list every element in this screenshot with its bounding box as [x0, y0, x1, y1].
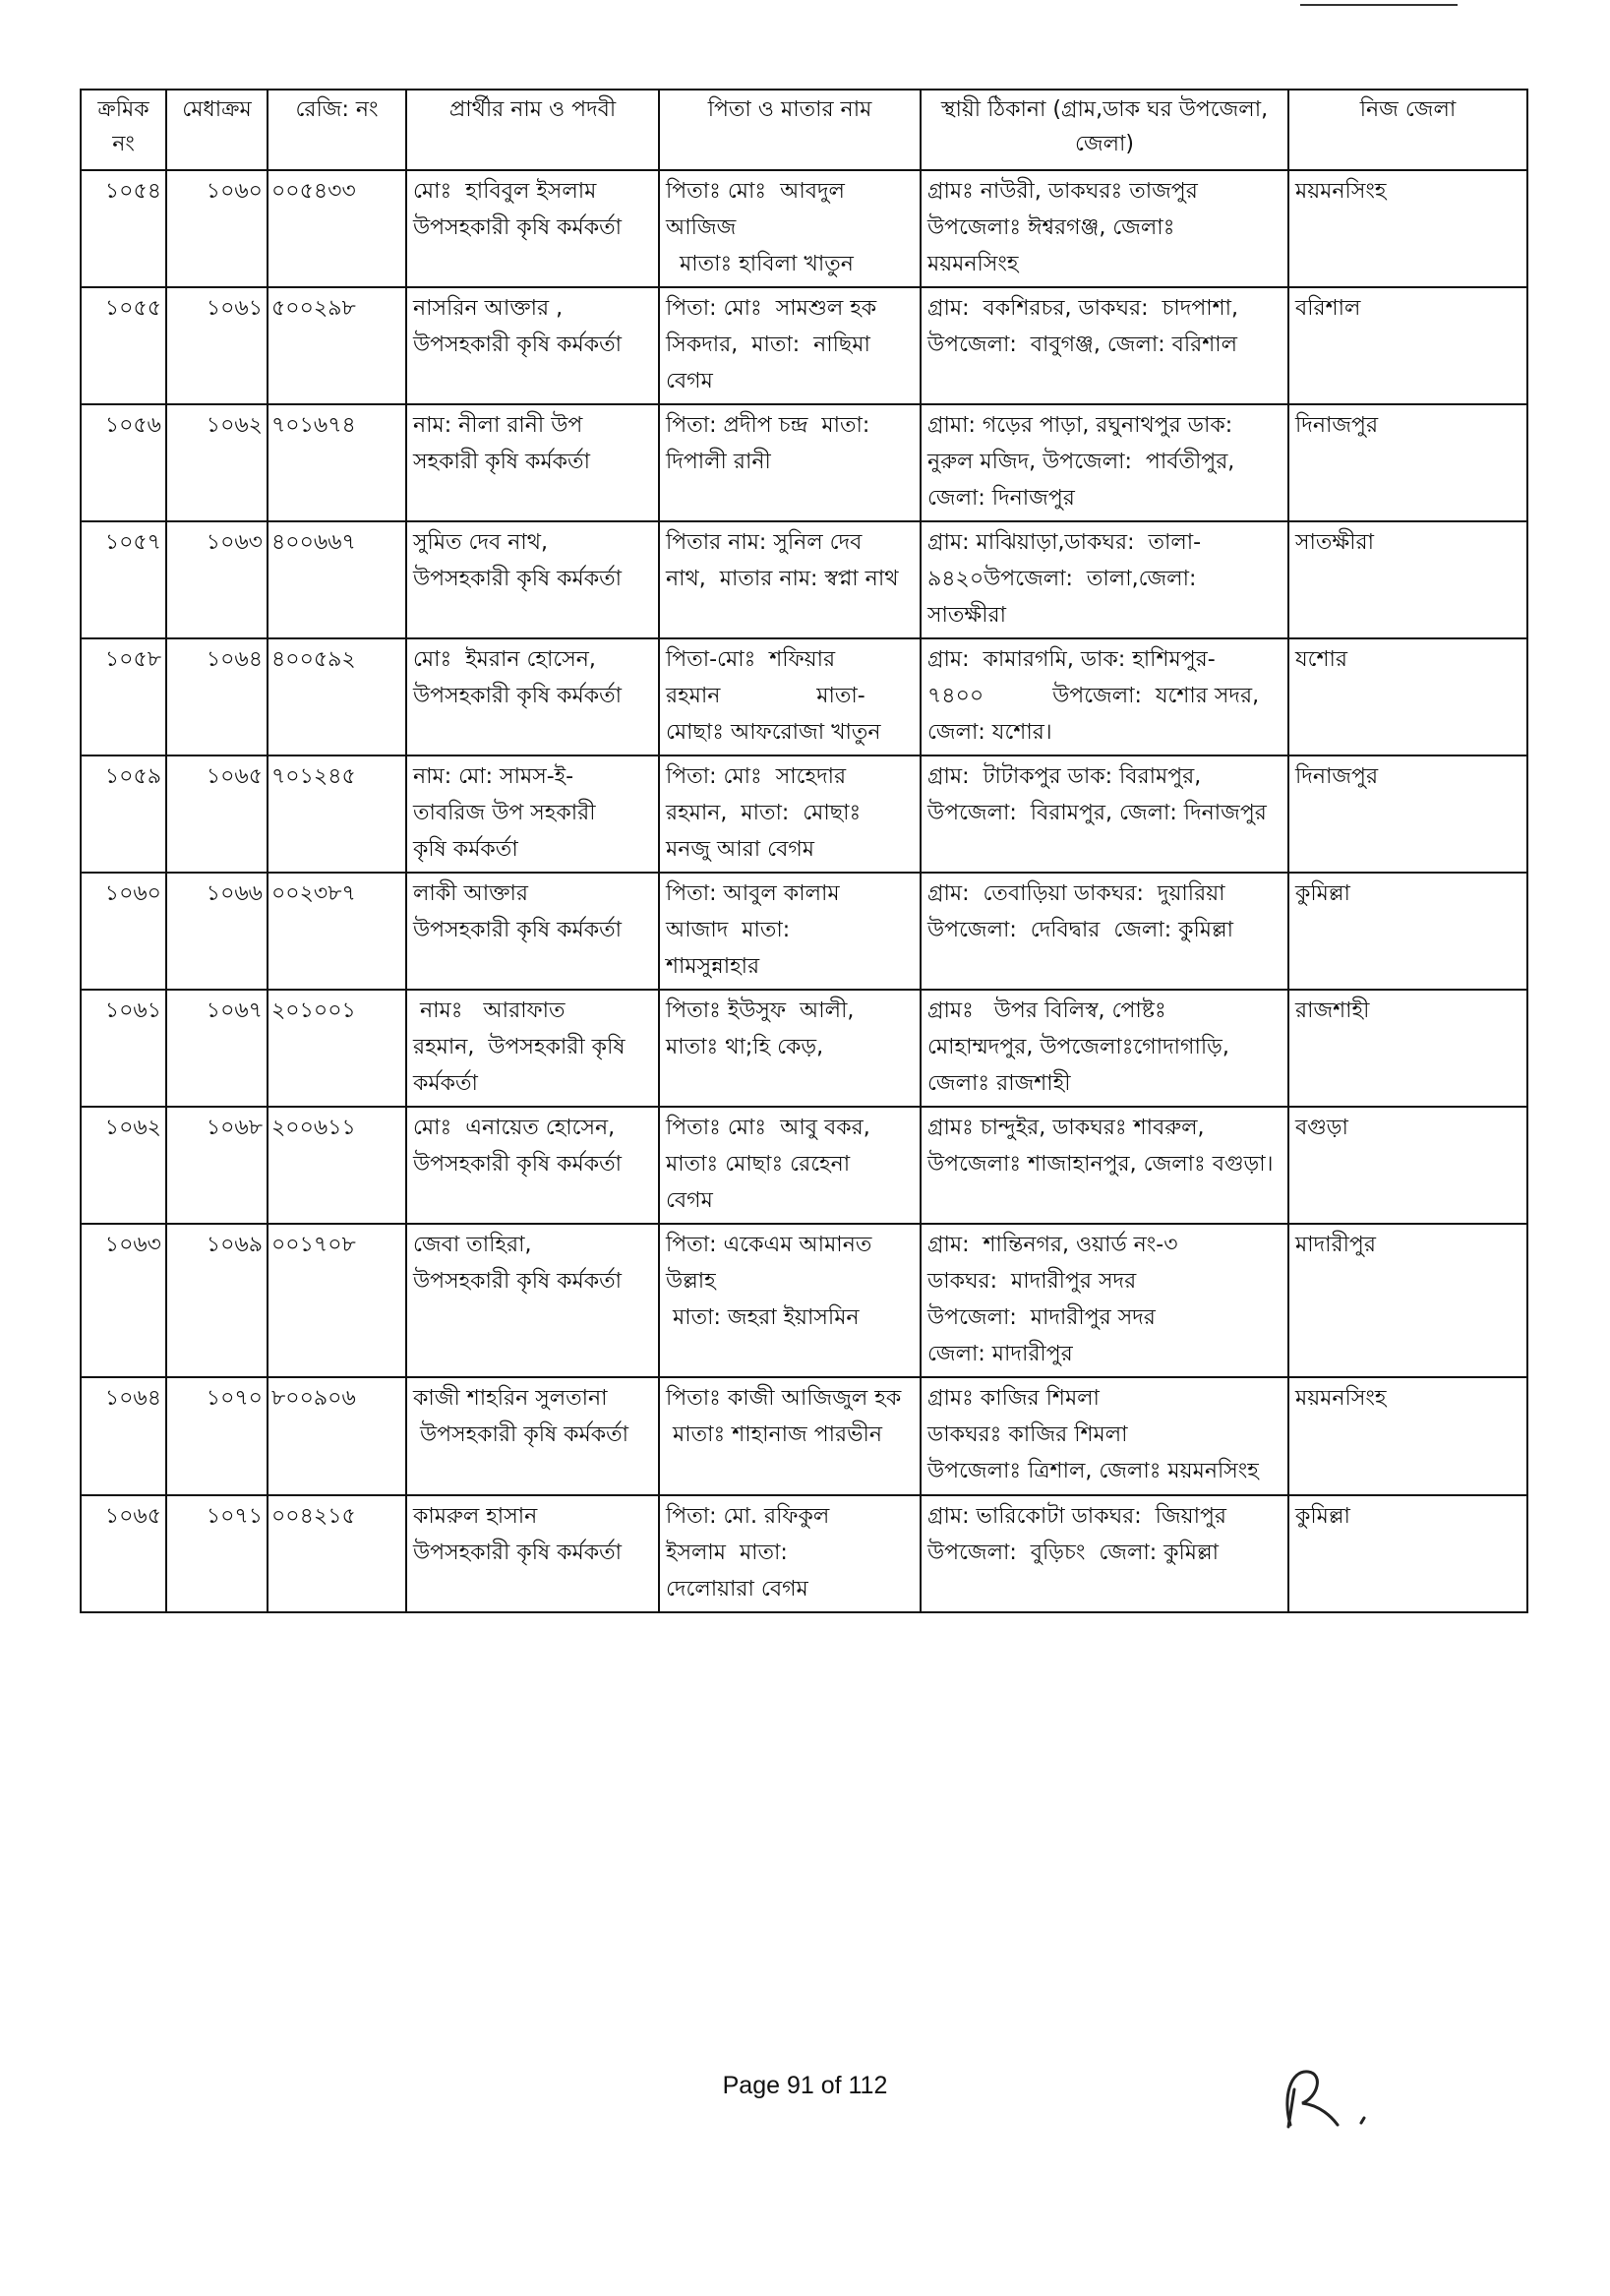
merit-cell: ১০৬৯ — [166, 1224, 268, 1377]
merit-cell: ১০৬৩ — [166, 521, 268, 638]
address-cell-line: জেলা: দিনাজপুর — [927, 486, 1075, 511]
address-cell-line: ৯৪২০উপজেলা: তালা,জেলা: — [927, 567, 1197, 591]
registration-cell: ০০২৩৮৭ — [268, 873, 406, 990]
name-cell — [406, 755, 659, 873]
table-row — [81, 170, 1527, 287]
parents-cell-line: রহমান মাতা- — [666, 684, 865, 708]
address-cell-line: গ্রাম: ভারিকোটা ডাকঘর: জিয়াপুর — [927, 1504, 1227, 1529]
address-cell-line: ডাকঘর: মাদারীপুর সদর — [927, 1269, 1137, 1294]
merit-cell: ১০৬৫ — [166, 755, 268, 873]
parents-cell-line: পিতা: মোঃ সাহেদার — [666, 764, 847, 789]
address-cell-line: উপজেলা: মাদারীপুর সদর — [927, 1305, 1156, 1330]
registration-cell: ৭০১৬৭৪ — [268, 404, 406, 521]
parents-cell-line: পিতা-মোঃ শফিয়ার — [666, 647, 836, 672]
address-cell — [921, 638, 1288, 755]
registration-cell: ৪০০৫৯২ — [268, 638, 406, 755]
address-cell-line: ডাকঘরঃ কাজির শিমলা — [927, 1422, 1128, 1447]
header-text: নিজ জেলা — [1359, 97, 1457, 122]
merit-cell: ১০৬১ — [166, 287, 268, 404]
registration-cell: ০০৪২১৫ — [268, 1495, 406, 1612]
parents-cell — [659, 1495, 921, 1612]
name-cell — [406, 1377, 659, 1495]
registration-cell: ৫০০২৯৮ — [268, 287, 406, 404]
serial-cell: ১০৬২ — [81, 1107, 166, 1224]
header-text: ক্রমিক — [97, 97, 149, 122]
address-cell-line: গ্রামঃ উপর বিলিস্ব, পোষ্টঃ — [927, 998, 1166, 1023]
address-cell — [921, 1377, 1288, 1495]
address-cell-line: গ্রাম: মাঝিয়াড়া,ডাকঘর: তালা- — [927, 530, 1202, 555]
parents-cell-line: পিতার নাম: সুনিল দেব — [666, 530, 863, 555]
header-text: প্রার্থীর নাম ও পদবী — [448, 97, 617, 122]
header-col-registration — [268, 90, 406, 170]
parents-cell-line: পিতা: মো. রফিকুল — [666, 1504, 830, 1529]
address-cell-line: জেলা: যশোর। — [927, 720, 1052, 745]
parents-cell-line: মোছাঃ আফরোজা খাতুন — [666, 720, 881, 745]
parents-cell — [659, 873, 921, 990]
merit-cell: ১০৭১ — [166, 1495, 268, 1612]
merit-cell: ১০৭০ — [166, 1377, 268, 1495]
address-cell — [921, 1224, 1288, 1377]
registration-cell: ২০১০০১ — [268, 990, 406, 1107]
name-cell-line: মোঃ হাবিবুল ইসলাম — [413, 179, 597, 204]
address-cell-line: উপজেলাঃ শাজাহানপুর, জেলাঃ বগুড়া। — [927, 1152, 1274, 1177]
parents-cell-line: পিতাঃ ইউসুফ আলী, — [666, 998, 855, 1023]
header-col-merit — [166, 90, 268, 170]
header-col-home-district — [1288, 90, 1527, 170]
parents-cell — [659, 287, 921, 404]
parents-cell-line: আজাদ মাতা: — [666, 918, 791, 942]
parents-cell — [659, 1107, 921, 1224]
address-cell — [921, 873, 1288, 990]
name-cell — [406, 170, 659, 287]
registration-cell: ০০১৭০৮ — [268, 1224, 406, 1377]
table-row — [81, 1224, 1527, 1377]
home-district-cell: রাজশাহী — [1288, 990, 1527, 1107]
address-cell — [921, 521, 1288, 638]
registration-cell: ২০০৬১১ — [268, 1107, 406, 1224]
parents-cell — [659, 638, 921, 755]
parents-cell-line: বেগম — [666, 1188, 713, 1213]
header-col-name-designation — [406, 90, 659, 170]
name-cell — [406, 1495, 659, 1612]
name-cell-line: উপসহকারী কৃষি কর্মকর্তা — [413, 332, 623, 357]
table-row — [81, 1377, 1527, 1495]
name-cell-line: উপসহকারী কৃষি কর্মকর্তা — [413, 918, 623, 942]
address-cell — [921, 404, 1288, 521]
header-text: নং — [112, 132, 135, 156]
parents-cell-line: পিতা: মোঃ সামশুল হক — [666, 296, 877, 321]
header-text: জেলা) — [1075, 132, 1134, 156]
name-cell-line: কামরুল হাসান — [413, 1504, 538, 1529]
name-cell-line: কৃষি কর্মকর্তা — [413, 837, 518, 862]
table-row — [81, 521, 1527, 638]
parents-cell-line: বেগম — [666, 369, 713, 393]
home-district-cell: যশোর — [1288, 638, 1527, 755]
address-cell — [921, 170, 1288, 287]
serial-cell: ১০৫৭ — [81, 521, 166, 638]
name-cell — [406, 873, 659, 990]
name-cell-line: নাসরিন আক্তার , — [413, 296, 564, 321]
parents-cell-line: রহমান, মাতা: মোছাঃ — [666, 801, 862, 825]
home-district-cell: ময়মনসিংহ — [1288, 170, 1527, 287]
home-district-cell: কুমিল্লা — [1288, 873, 1527, 990]
serial-cell: ১০৫৯ — [81, 755, 166, 873]
handwritten-initial — [1269, 2060, 1397, 2139]
serial-cell: ১০৫৫ — [81, 287, 166, 404]
address-cell-line: গ্রামঃ চান্দুইর, ডাকঘরঃ শাবরুল, — [927, 1116, 1205, 1140]
parents-cell-line: মাতা: জহরা ইয়াসমিন — [666, 1305, 860, 1330]
name-cell-line: তাবরিজ উপ সহকারী — [413, 801, 596, 825]
address-cell-line: ৭৪০০ উপজেলা: যশোর সদর, — [927, 684, 1260, 708]
parents-cell — [659, 755, 921, 873]
parents-cell-line: মাতাঃ হাবিলা খাতুন — [666, 252, 854, 276]
table-row — [81, 638, 1527, 755]
parents-cell — [659, 990, 921, 1107]
name-cell — [406, 521, 659, 638]
candidate-table — [80, 89, 1528, 1613]
address-cell-line: ময়মনসিংহ — [927, 252, 1019, 276]
table-row — [81, 1495, 1527, 1612]
address-cell-line: উপজেলাঃ ত্রিশাল, জেলাঃ ময়মনসিংহ — [927, 1459, 1259, 1483]
header-col-serial — [81, 90, 166, 170]
header-col-address — [921, 90, 1288, 170]
registration-cell: ৪০০৬৬৭ — [268, 521, 406, 638]
registration-cell: ৮০০৯০৬ — [268, 1377, 406, 1495]
parents-cell-line: আজিজ — [666, 215, 737, 240]
parents-cell — [659, 404, 921, 521]
merit-cell: ১০৬৮ — [166, 1107, 268, 1224]
address-cell-line: গ্রামঃ নাউরী, ডাকঘরঃ তাজপুর — [927, 179, 1198, 204]
name-cell — [406, 1224, 659, 1377]
table-row — [81, 873, 1527, 990]
address-cell — [921, 1495, 1288, 1612]
home-district-cell: সাতক্ষীরা — [1288, 521, 1527, 638]
header-text: রেজি: নং — [295, 97, 379, 122]
parents-cell — [659, 1224, 921, 1377]
address-cell-line: গ্রাম: টাটাকপুর ডাক: বিরামপুর, — [927, 764, 1202, 789]
parents-cell-line: উল্লাহ — [666, 1269, 716, 1294]
header-text: মেধাক্রম — [182, 97, 252, 122]
address-cell-line: গ্রাম: বকশিরচর, ডাকঘর: চাদপাশা, — [927, 296, 1239, 321]
serial-cell: ১০৬৫ — [81, 1495, 166, 1612]
home-district-cell: দিনাজপুর — [1288, 404, 1527, 521]
serial-cell: ১০৬১ — [81, 990, 166, 1107]
header-text: স্থায়ী ঠিকানা (গ্রাম,ডাক ঘর উপজেলা, — [940, 97, 1269, 122]
name-cell-line: কাজী শাহরিন সুলতানা — [413, 1386, 608, 1411]
address-cell-line: গ্রাম: কামারগমি, ডাক: হাশিমপুর- — [927, 647, 1216, 672]
merit-cell: ১০৬৬ — [166, 873, 268, 990]
parents-cell-line: মাতাঃ মোছাঃ রেহেনা — [666, 1152, 851, 1177]
address-cell-line: উপজেলা: বিরামপুর, জেলা: দিনাজপুর — [927, 801, 1267, 825]
merit-cell: ১০৬৪ — [166, 638, 268, 755]
name-cell-line: উপসহকারী কৃষি কর্মকর্তা — [413, 567, 623, 591]
name-cell-line: নামঃ আরাফাত — [413, 998, 566, 1023]
table-row — [81, 1107, 1527, 1224]
address-cell-line: উপজেলা: বুড়িচং জেলা: কুমিল্লা — [927, 1541, 1220, 1565]
name-cell — [406, 638, 659, 755]
name-cell-line: উপসহকারী কৃষি কর্মকর্তা — [413, 1152, 623, 1177]
address-cell — [921, 990, 1288, 1107]
address-cell-line: গ্রামঃ কাজির শিমলা — [927, 1386, 1100, 1411]
parents-cell-line: পিতা: আবুল কালাম — [666, 881, 840, 906]
name-cell-line: নাম: নীলা রানী উপ — [413, 413, 583, 438]
home-district-cell: মাদারীপুর — [1288, 1224, 1527, 1377]
serial-cell: ১০৬০ — [81, 873, 166, 990]
parents-cell-line: পিতাঃ মোঃ আবদুল — [666, 179, 845, 204]
address-cell-line: গ্রামা: গড়ের পাড়া, রঘুনাথপুর ডাক: — [927, 413, 1233, 438]
table-row — [81, 287, 1527, 404]
header-col-parents — [659, 90, 921, 170]
name-cell — [406, 990, 659, 1107]
name-cell-line: সহকারী কৃষি কর্মকর্তা — [413, 450, 590, 474]
name-cell — [406, 1107, 659, 1224]
name-cell-line: লাকী আক্তার — [413, 881, 528, 906]
table-body — [81, 170, 1527, 1612]
serial-cell: ১০৬৪ — [81, 1377, 166, 1495]
name-cell-line: উপসহকারী কৃষি কর্মকর্তা — [413, 1541, 623, 1565]
merit-cell: ১০৬৭ — [166, 990, 268, 1107]
home-district-cell: বগুড়া — [1288, 1107, 1527, 1224]
name-cell-line: উপসহকারী কৃষি কর্মকর্তা — [413, 1422, 629, 1447]
address-cell-line: গ্রাম: তেবাড়িয়া ডাকঘর: দুয়ারিয়া — [927, 881, 1225, 906]
name-cell-line: রহমান, উপসহকারী কৃষি — [413, 1035, 626, 1059]
address-cell-line: জেলাঃ রাজশাহী — [927, 1071, 1071, 1096]
merit-cell: ১০৬০ — [166, 170, 268, 287]
table-row — [81, 404, 1527, 521]
name-cell-line: সুমিত দেব নাথ, — [413, 530, 549, 555]
registration-cell: ০০৫৪৩৩ — [268, 170, 406, 287]
parents-cell-line: শামসুন্নাহার — [666, 954, 760, 979]
parents-cell-line: মনজু আরা বেগম — [666, 837, 814, 862]
parents-cell-line: ইসলাম মাতা: — [666, 1541, 788, 1565]
merit-cell: ১০৬২ — [166, 404, 268, 521]
name-cell-line: মোঃ এনায়েত হোসেন, — [413, 1116, 616, 1140]
name-cell-line: কর্মকর্তা — [413, 1071, 478, 1096]
parents-cell-line: দিপালী রানী — [666, 450, 771, 474]
parents-cell-line: পিতাঃ কাজী আজিজুল হক — [666, 1386, 902, 1411]
table-row — [81, 990, 1527, 1107]
name-cell-line: মোঃ ইমরান হোসেন, — [413, 647, 596, 672]
table-row — [81, 755, 1527, 873]
address-cell — [921, 287, 1288, 404]
name-cell-line: উপসহকারী কৃষি কর্মকর্তা — [413, 684, 623, 708]
home-district-cell: দিনাজপুর — [1288, 755, 1527, 873]
page-number: Page 91 of 112 — [722, 2072, 888, 2099]
parents-cell-line: পিতা: একেএম আমানত — [666, 1233, 872, 1257]
header-text: পিতা ও মাতার নাম — [707, 97, 872, 122]
serial-cell: ১০৫৪ — [81, 170, 166, 287]
serial-cell: ১০৫৬ — [81, 404, 166, 521]
address-cell-line: জেলা: মাদারীপুর — [927, 1342, 1073, 1366]
parents-cell — [659, 170, 921, 287]
parents-cell-line: মাতাঃ শাহানাজ পারভীন — [666, 1422, 882, 1447]
address-cell-line: উপজেলাঃ ঈশ্বরগঞ্জ, জেলাঃ — [927, 215, 1175, 240]
parents-cell — [659, 521, 921, 638]
address-cell-line: গ্রাম: শান্তিনগর, ওয়ার্ড নং-৩ — [927, 1233, 1178, 1257]
address-cell-line: নুরুল মজিদ, উপজেলা: পার্বতীপুর, — [927, 450, 1235, 474]
name-cell — [406, 404, 659, 521]
name-cell-line: নাম: মো: সামস-ই- — [413, 764, 574, 789]
home-district-cell: ময়মনসিংহ — [1288, 1377, 1527, 1495]
address-cell — [921, 1107, 1288, 1224]
address-cell-line: উপজেলা: বাবুগঞ্জ, জেলা: বরিশাল — [927, 332, 1238, 357]
parents-cell-line: পিতাঃ মোঃ আবু বকর, — [666, 1116, 870, 1140]
address-cell-line: উপজেলা: দেবিদ্বার জেলা: কুমিল্লা — [927, 918, 1234, 942]
table-header-row — [81, 90, 1527, 170]
home-district-cell: কুমিল্লা — [1288, 1495, 1527, 1612]
address-cell — [921, 755, 1288, 873]
top-edge-mark — [1300, 4, 1458, 9]
home-district-cell: বরিশাল — [1288, 287, 1527, 404]
name-cell-line: জেবা তাহিরা, — [413, 1233, 532, 1257]
name-cell — [406, 287, 659, 404]
serial-cell: ১০৬৩ — [81, 1224, 166, 1377]
parents-cell-line: পিতা: প্রদীপ চন্দ্র মাতা: — [666, 413, 870, 438]
address-cell-line: সাতক্ষীরা — [927, 603, 1007, 628]
serial-cell: ১০৫৮ — [81, 638, 166, 755]
name-cell-line: উপসহকারী কৃষি কর্মকর্তা — [413, 1269, 623, 1294]
parents-cell-line: নাথ, মাতার নাম: স্বপ্না নাথ — [666, 567, 899, 591]
registration-cell: ৭০১২৪৫ — [268, 755, 406, 873]
address-cell-line: মোহাম্মদপুর, উপজেলাঃগোদাগাড়ি, — [927, 1035, 1229, 1059]
parents-cell-line: মাতাঃ থা;হি কেড়, — [666, 1035, 824, 1059]
parents-cell-line: দেলোয়ারা বেগম — [666, 1577, 808, 1601]
parents-cell-line: সিকদার, মাতা: নাছিমা — [666, 332, 870, 357]
parents-cell — [659, 1377, 921, 1495]
name-cell-line: উপসহকারী কৃষি কর্মকর্তা — [413, 215, 623, 240]
